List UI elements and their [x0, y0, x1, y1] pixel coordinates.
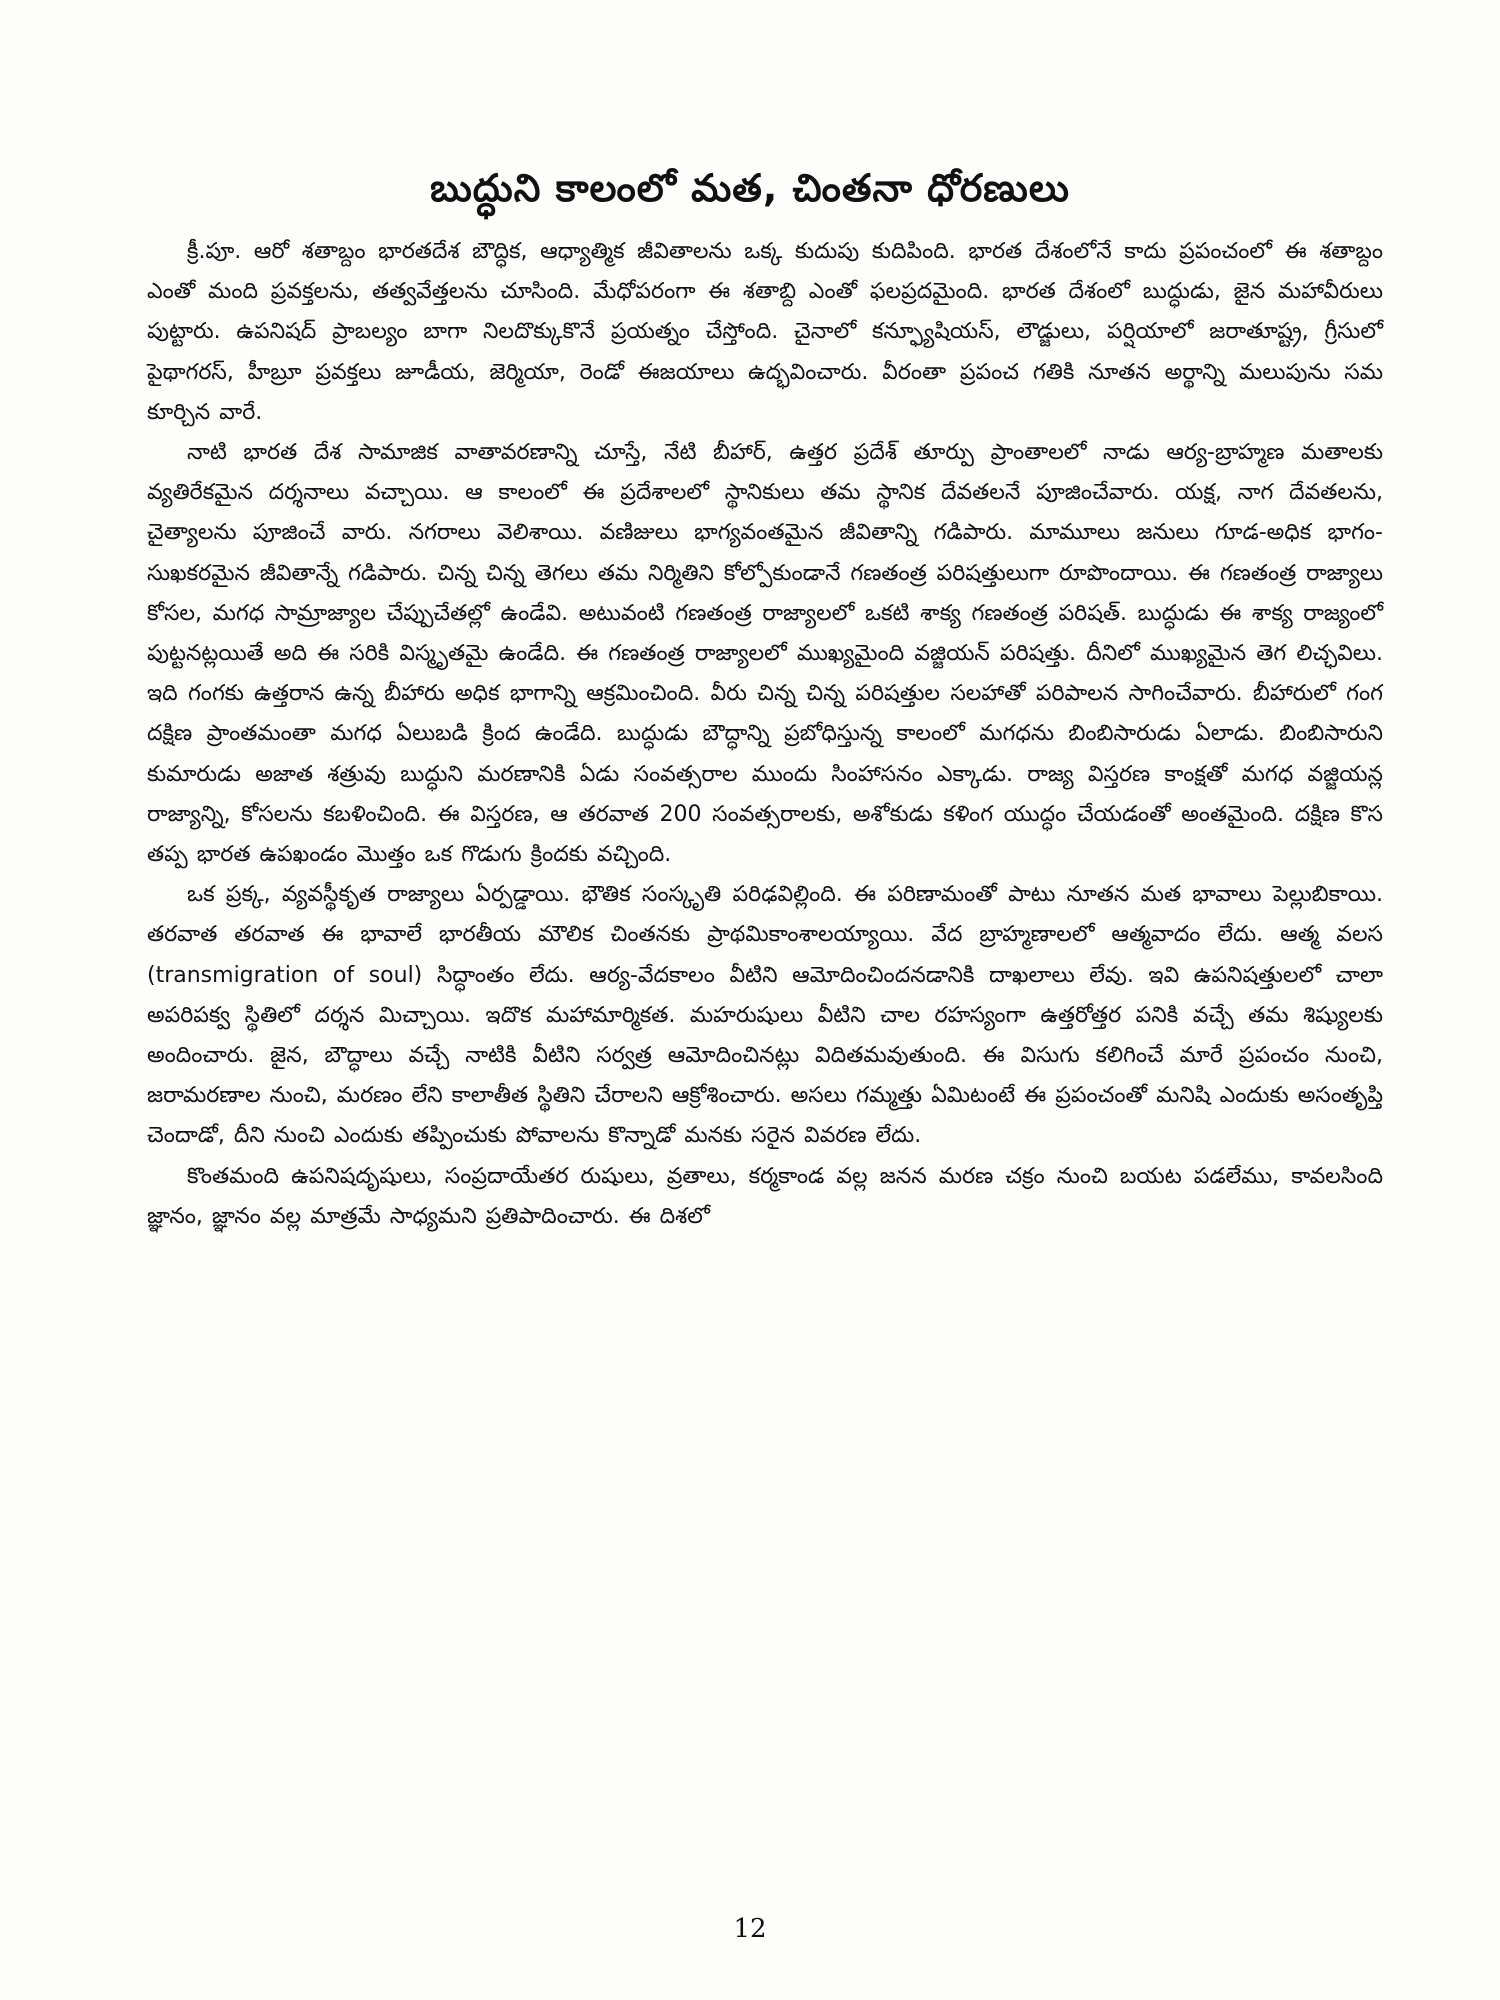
- page-number: 12: [733, 1914, 767, 1944]
- chapter-title: బుద్ధుని కాలంలో మత, చింతనా ధోరణులు: [430, 166, 1070, 210]
- paragraph-4: కొంతమంది ఉపనిషదృషులు, సంప్రదాయేతర రుషులు, వ్రతాలు, కర్మకాండ వల్ల జనన మరణ చక్రం నుంచి బయట పడలేము, కావలసింది జ్ఞానం, జ్ఞానం వల్ల మాత్రమే సాధ్యమని ప్రతిపాదించారు. ఈ దిశలో: [147, 1163, 1383, 1229]
- paragraph-3: ఒక ప్రక్క, వ్యవస్థీకృత రాజ్యాలు ఏర్పడ్డాయి. భౌతిక సంస్కృతి పరిఢవిల్లింది. ఈ పరిణామంతో పాటు నూతన మత భావాలు పెల్లుబికాయి. తరవాత తరవాత ఈ భావాలే భారతీయ మౌలిక చింతనకు ప్రాథమికాంశాలయ్యాయి. వేద బ్రాహ్మణాలలో ఆత్మవాదం లేదు. ఆత్మ వలస (transmigration of soul) సిద్ధాంతం లేదు. ఆర్య-వేదకాలం వీటిని ఆమోదించిందనడానికి దాఖలాలు లేవు. ఇవి ఉపనిషత్తులలో చాలా అపరిపక్వ స్థితిలో దర్శన మిచ్చాయి. ఇదొక మహామార్మికత. మహరుషులు వీటిని చాల రహస్యంగా ఉత్తరోత్తర పనికి వచ్చే తమ శిష్యులకు అందించారు. జైన, బౌద్ధాలు వచ్చే నాటికి వీటిని సర్వత్ర ఆమోదించినట్లు విదితమవుతుంది. ఈ విసుగు కలిగించే మారే ప్రపంచం నుంచి, జరామరణాల నుంచి, మరణం లేని కాలాతీత స్థితిని చేరాలని ఆక్రోశించారు. అసలు గమ్మత్తు ఏమిటంటే ఈ ప్రపంచంతో మనిషి ఎందుకు అసంతృప్తి చెందాడో, దీని నుంచి ఎందుకు తప్పించుకు పోవాలను కొన్నాడో మనకు సరైన వివరణ లేదు.: [147, 882, 1383, 1149]
- paragraph-2: నాటి భారత దేశ సామాజిక వాతావరణాన్ని చూస్తే, నేటి బీహార్, ఉత్తర ప్రదేశ్ తూర్పు ప్రాంతాలలో నాడు ఆర్య-బ్రాహ్మణ మతాలకు వ్యతిరేకమైన దర్శనాలు వచ్చాయి. ఆ కాలంలో ఈ ప్రదేశాలలో స్థానికులు తమ స్థానిక దేవతలనే పూజించేవారు. యక్ష, నాగ దేవతలను, చైత్యాలను పూజించే వారు. నగరాలు వెలిశాయి. వణిజులు భాగ్యవంతమైన జీవితాన్ని గడిపారు. మామూలు జనులు గూడ-అధిక భాగం-సుఖకరమైన జీవితాన్నే గడిపారు. చిన్న చిన్న తెగలు తమ నిర్మితిని కోల్పోకుండానే గణతంత్ర పరిషత్తులుగా రూపొందాయి. ఈ గణతంత్ర రాజ్యాలు కోసల, మగధ సామ్రాజ్యాల చేప్పుచేతల్లో ఉండేవి. అటువంటి గణతంత్ర రాజ్యాలలో ఒకటి శాక్య గణతంత్ర పరిషత్. బుద్ధుడు ఈ శాక్య రాజ్యంలో పుట్టనట్లయితే అది ఈ సరికి విస్మృతమై ఉండేది. ఈ గణతంత్ర రాజ్యాలలో ముఖ్యమైంది వజ్జియన్ పరిషత్తు. దీనిలో ముఖ్యమైన తెగ లిచ్ఛవిలు. ఇది గంగకు ఉత్తరాన ఉన్న బీహారు అధిక భాగాన్ని ఆక్రమించింది. వీరు చిన్న చిన్న పరిషత్తుల సలహాతో పరిపాలన సాగించేవారు. బీహారులో గంగ దక్షిణ ప్రాంతమంతా మగధ ఏలుబడి క్రింద ఉండేది. బుద్ధుడు బౌద్ధాన్ని ప్రబోధిస్తున్న కాలంలో మగధను బింబిసారుడు ఏలాడు. బింబిసారుని కుమారుడు అజాత శత్రువు బుద్ధుని మరణానికి ఏడు సంవత్సరాల ముందు సింహాసనం ఎక్కాడు. రాజ్య విస్తరణ కాంక్షతో మగధ వజ్జియన్ల రాజ్యాన్ని, కోసలను కబళించింది. ఈ విస్తరణ, ఆ తరవాత 200 సంవత్సరాలకు, అశోకుడు కళింగ యుద్ధం చేయడంతో అంతమైంది. దక్షిణ కొస తప్ప భారత ఉపఖండం మొత్తం ఒక గొడుగు క్రిందకు వచ్చింది.: [147, 440, 1383, 868]
- body-text: [147, 232, 1383, 1237]
- paragraph-1: క్రీ.పూ. ఆరో శతాబ్దం భారతదేశ బౌద్ధిక, ఆధ్యాత్మిక జీవితాలను ఒక్క కుదుపు కుదిపింది. భారత దేశంలోనే కాదు ప్రపంచంలో ఈ శతాబ్దం ఎంతో మంది ప్రవక్తలను, తత్వవేత్తలను చూసింది. మేధోపరంగా ఈ శతాబ్ది ఎంతో ఫలప్రదమైంది. భారత దేశంలో బుద్ధుడు, జైన మహావీరులు పుట్టారు. ఉపనిషద్ ప్రాబల్యం బాగా నిలదొక్కుకొనే ప్రయత్నం చేస్తోంది. చైనాలో కన్ఫ్యూషియస్, లౌడ్జులు, పర్షియాలో జరాతూష్ట్ర, గ్రీసులో పైథాగరస్, హీబ్రూ ప్రవక్తలు జూడీయ, జెర్మియా, రెండో ఈజయాలు ఉద్భవించారు. వీరంతా ప్రపంచ గతికి నూతన అర్థాన్ని మలుపును సమ కూర్చిన వారే.: [147, 239, 1383, 425]
